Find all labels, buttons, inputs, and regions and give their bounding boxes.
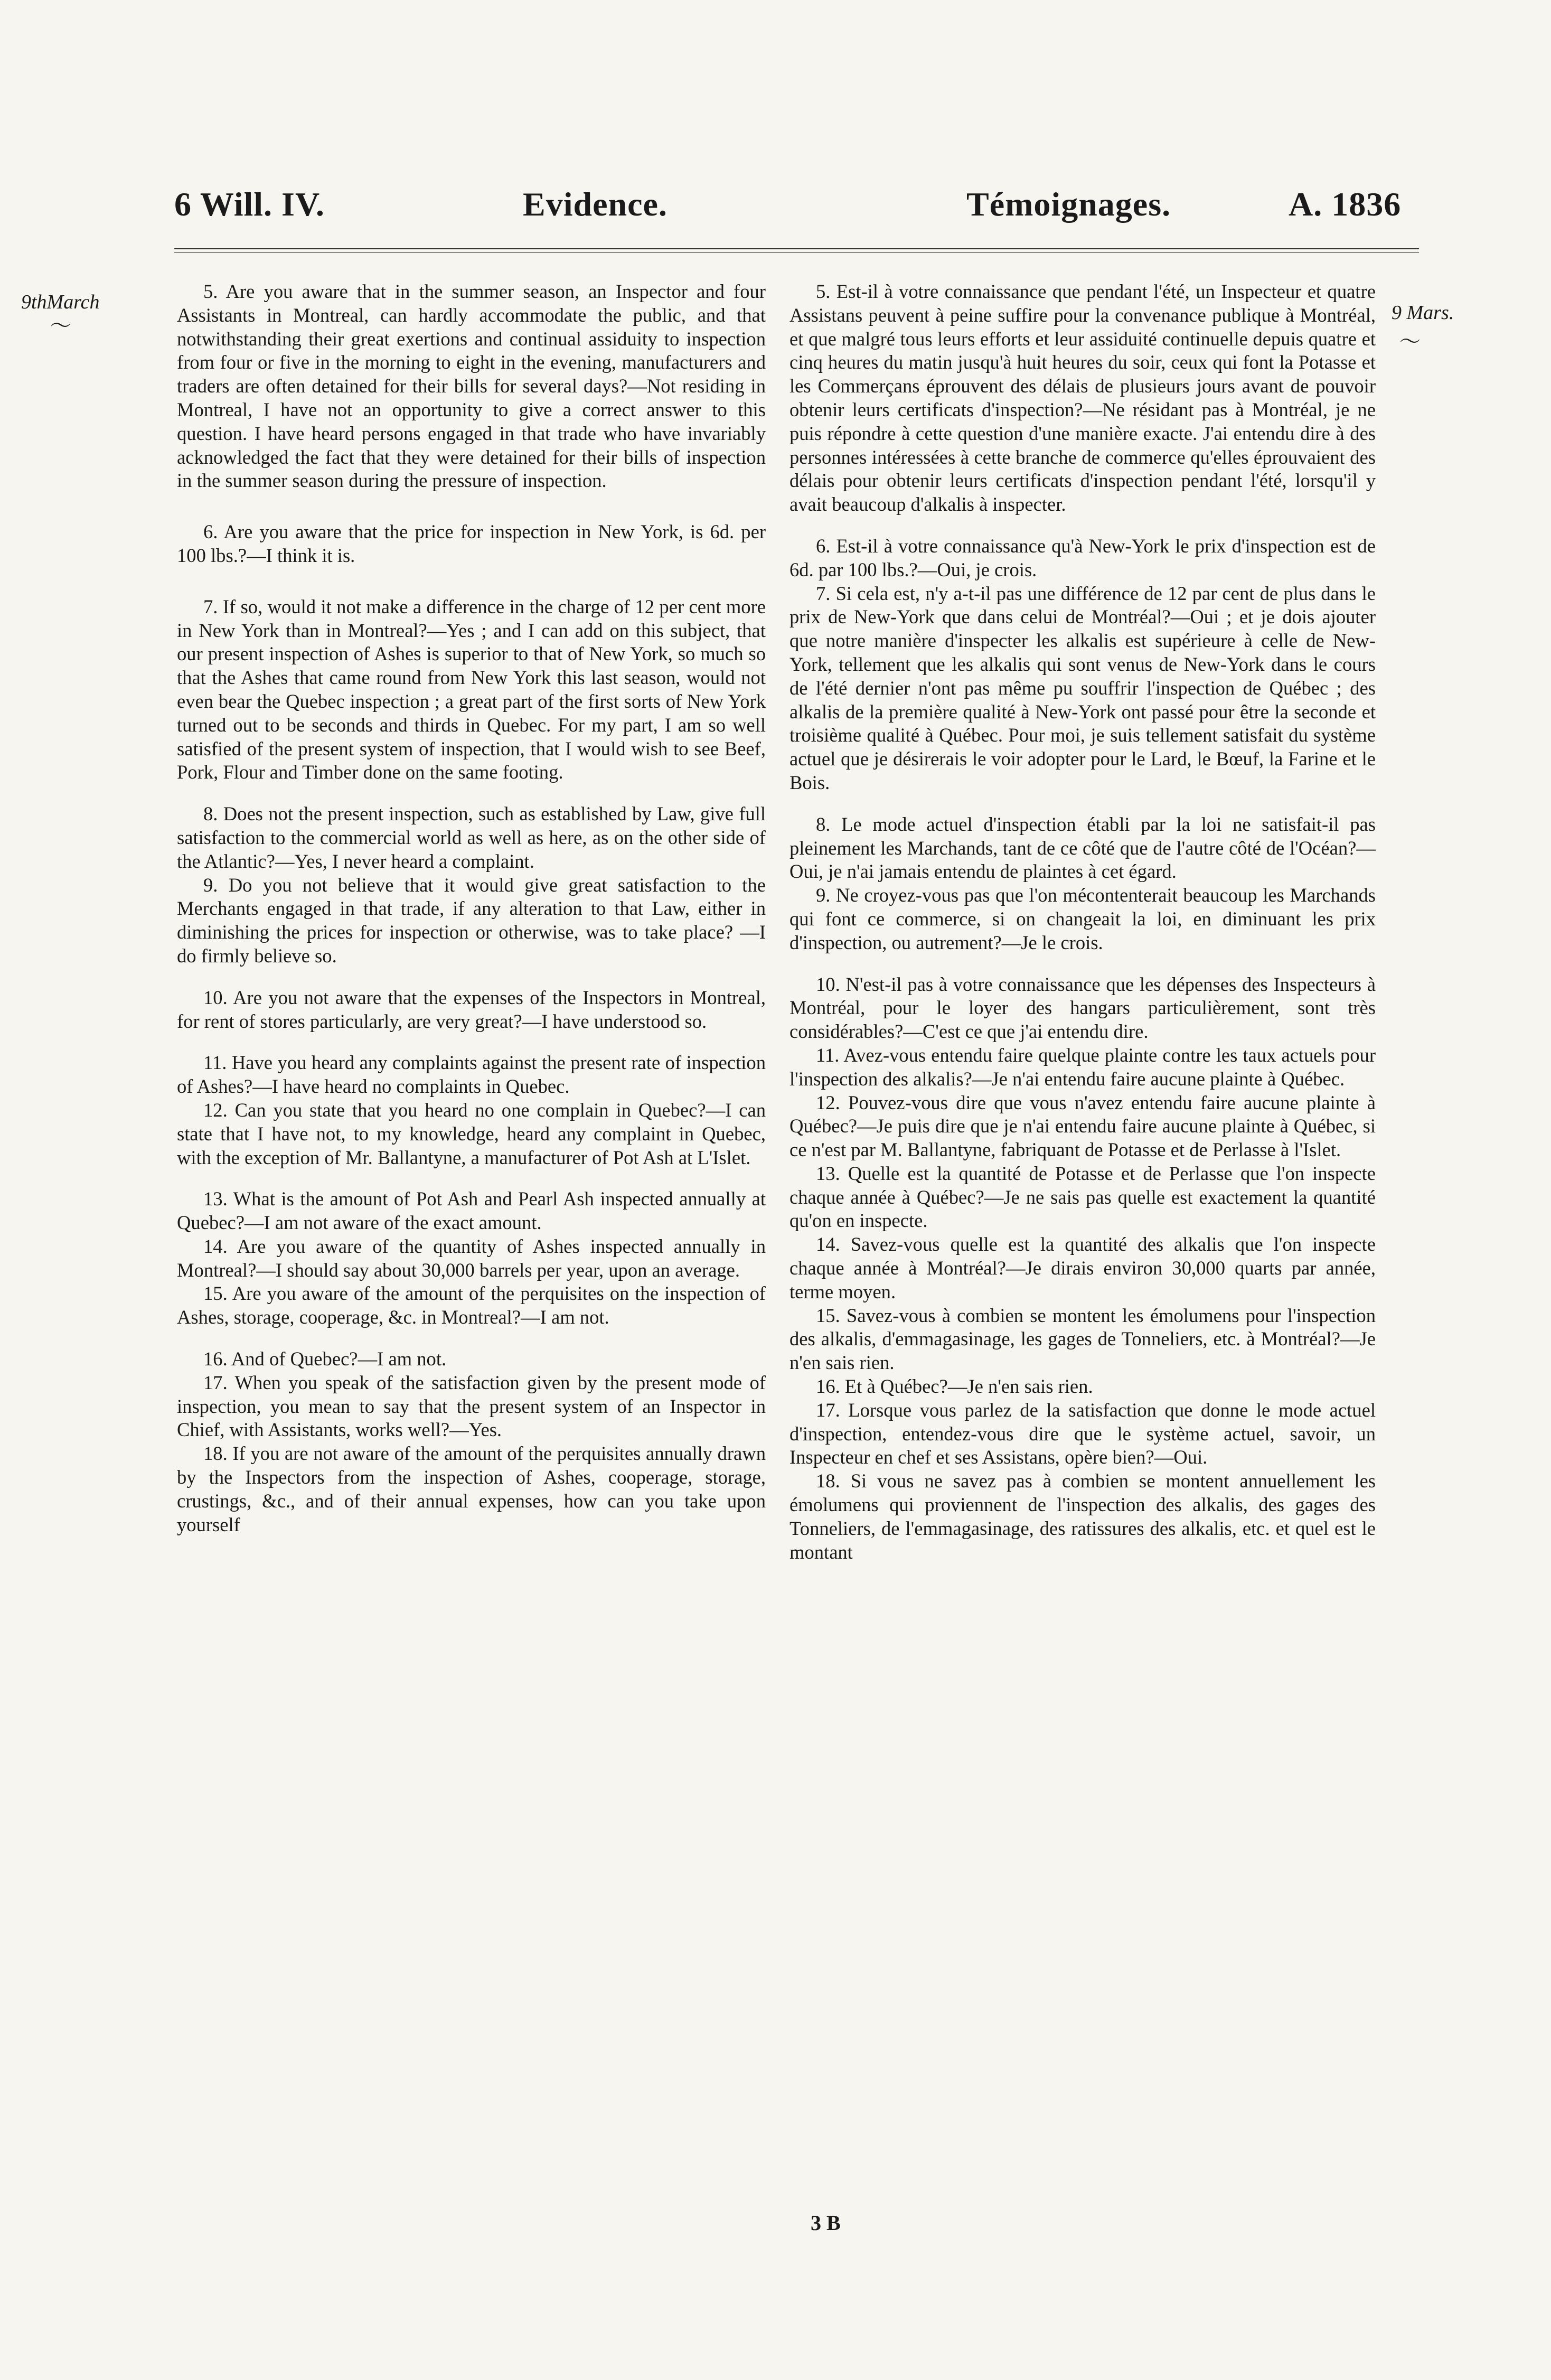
question-16-en: 16. And of Quebec?—I am not. [203,1348,447,1370]
question-16-fr: 16. Et à Québec?—Je n'en sais rien. [816,1375,1093,1398]
question-12-fr: 12. Pouvez-vous dire que vous n'avez entendu faire aucune plainte à Québec?—Je puis dire que je n'ai entendu faire aucune plainte à Québec, si ce n'est par M. Ballantyne, fabriquant de Potasse et de Perlasse à l'Islet. [789,1091,1376,1161]
question-10-en: 10. Are you not aware that the expenses of the Inspectors in Montreal, for rent of stores particularly, are very great?—I have understood so. [177,986,766,1032]
question-17-en: 17. When you speak of the satisfaction given by the present mode of inspection, you mean to say that the present system of an Inspector in Chief, with Assistants, works well?—Yes. [177,1371,766,1441]
question-8-fr: 8. Le mode actuel d'inspection établi par la loi ne satisfait-il pas pleinement les Marchands, tant de ce côté que de l'autre côté de l'Océan?—Oui, je n'ai jamais entendu de plaintes à cet égard. [789,813,1376,883]
header-rule-thin [174,252,1419,253]
question-5-fr: 5. Est-il à votre connaissance que pendant l'été, un Inspecteur et quatre Assistans peuvent à peine suffire pour la convenance publique à Montréal, et que malgré tous leurs efforts et leur assiduité continuelle depuis quatre et cinq heures du matin jusqu'à huit heures du soir, ceux qui font la Potasse et les Commerçans éprouvent des délais de plusieurs jours avant de pouvoir obtenir leurs certificats d'inspection?—Ne résidant pas à Montréal, je ne puis répondre à cette question d'une manière exacte. J'ai entendu dire à des personnes intéressées à cette branche de commerce qu'elles éprouvaient des délais pour obtenir leurs certificats d'inspection pendant l'été, lorsqu'il y avait beaucoup d'alkalis à inspecter. [789,280,1376,516]
header-title-french: Témoignages. [966,185,1171,223]
header-title-english: Evidence. [523,185,668,223]
question-11-en: 11. Have you heard any complaints against the present rate of inspection of Ashes?—I have heard no complaints in Quebec. [177,1052,766,1098]
question-14-fr: 14. Savez-vous quelle est la quantité des alkalis que l'on inspecte chaque année à Montréal?—Je dirais environ 30,000 quarts par année, terme moyen. [789,1233,1376,1303]
question-12-en: 12. Can you state that you heard no one complain in Quebec?—I can state that I have not, to my knowledge, heard any complaint in Quebec, with the exception of Mr. Ballantyne, a manufacturer of Pot Ash at L'Islet. [177,1099,766,1168]
signature-mark: 3 B [811,2211,841,2235]
question-8-en: 8. Does not the present inspection, such as established by Law, give full satisfaction to the commercial world as well as here, as on the other side of the Atlantic?—Yes, I never heard a complaint. [177,803,766,872]
question-17-fr: 17. Lorsque vous parlez de la satisfaction que donne le mode actuel d'inspection, entendez-vous dire que le système actuel, savoir, un Inspecteur en chef et ses Assistans, opère bien?—Oui. [789,1399,1376,1468]
header-session: 6 Will. IV. [174,185,325,223]
question-7-en: 7. If so, would it not make a difference in the charge of 12 per cent more in New York than in Montreal?—Yes ; and I can add on this subject, that our present inspection of Ashes is superior to that of New York, so much so that the Ashes that came round from New York this last season, would not even bear the Quebec inspection ; a great part of the first sorts of New York turned out to be seconds and thirds in Quebec. For my part, I am so well satisfied of the present system of inspection, that I would wish to see Beef, Pork, Flour and Timber done on the same footing. [177,595,766,783]
margin-date-french: 9 Mars. [1392,302,1454,324]
header-year: A. 1836 [1289,185,1402,223]
question-9-fr: 9. Ne croyez-vous pas que l'on mécontenterait beaucoup les Marchands qui font ce commerce, si on changeait la loi, en diminuant les prix d'inspection, ou autrement?—Je le crois. [789,884,1376,953]
question-11-fr: 11. Avez-vous entendu faire quelque plainte contre les taux actuels pour l'inspection des alkalis?—Je n'ai entendu faire aucune plainte à Québec. [789,1044,1376,1090]
french-column [789,280,1376,1564]
margin-date-english: 9thMarch [21,291,100,313]
question-7-fr: 7. Si cela est, n'y a-t-il pas une différence de 12 par cent de plus dans le prix de New-York que dans celui de Montréal?—Oui ; et je dois ajouter que notre manière d'inspecter les alkalis est supérieure à celle de New-York, tellement que les alkalis qui sont venus de New-York dans le cours de l'été dernier n'ont pas même pu souffrir l'inspection de Québec ; des alkalis de la première qualité à New-York ont passé pour être la seconde et troisième qualité à Québec. Pour moi, je suis tellement satisfait du système actuel que je désirerais le voir adopter pour le Lard, le Bœuf, la Farine et le Bois. [789,582,1376,793]
question-6-fr: 6. Est-il à votre connaissance qu'à New-York le prix d'inspection est de 6d. par 100 lbs.?—Oui, je crois. [789,535,1376,580]
question-10-fr: 10. N'est-il pas à votre connaissance que les dépenses des Inspecteurs à Montréal, pour le loyer des hangars particulièrement, sont très considérables?—C'est ce que j'ai entendu dire. [789,973,1376,1043]
margin-flourish-icon: 〜 [50,314,71,338]
header-rule [174,248,1419,249]
question-9-en: 9. Do you not believe that it would give great satisfaction to the Merchants engaged in that trade, if any alteration to that Law, either in diminishing the prices for inspection or otherwise, was to take place? —I do firmly believe so. [177,874,766,967]
question-15-en: 15. Are you aware of the amount of the perquisites on the inspection of Ashes, storage, cooperage, &c. in Montreal?—I am not. [177,1282,766,1328]
question-15-fr: 15. Savez-vous à combien se montent les émolumens pour l'inspection des alkalis, d'emmagasinage, les gages de Tonneliers, etc. à Montréal?—Je n'en sais rien. [789,1304,1376,1374]
english-column [177,280,766,1536]
question-5-en: 5. Are you aware that in the summer season, an Inspector and four Assistants in Montreal, can hardly accommodate the public, and that notwithstanding their great exertions and continual assiduity to inspection from four or five in the morning to eight in the evening, manufacturers and traders are often detained for their bills for several days?—Not residing in Montreal, I have not an opportunity to give a correct answer to this question. I have heard persons engaged in that trade who have invariably acknowledged the fact that they were detained for their bills of inspection in the summer season during the pressure of inspection. [177,280,766,492]
question-18-en: 18. If you are not aware of the amount of the perquisites annually drawn by the Inspectors from the inspection of Ashes, cooperage, storage, crustings, &c., and of their annual expenses, how can you take upon yourself [177,1442,766,1535]
question-6-en: 6. Are you aware that the price for inspection in New York, is 6d. per 100 lbs.?—I think it is. [177,521,766,566]
margin-flourish-icon: 〜 [1399,330,1421,353]
question-13-fr: 13. Quelle est la quantité de Potasse et de Perlasse que l'on inspecte chaque année à Québec?—Je ne sais pas quelle est exactement la quantité qu'on en inspecte. [789,1162,1376,1232]
question-14-en: 14. Are you aware of the quantity of Ashes inspected annually in Montreal?—I should say about 30,000 barrels per year, upon an average. [177,1235,766,1281]
question-13-en: 13. What is the amount of Pot Ash and Pearl Ash inspected annually at Quebec?—I am not aware of the exact amount. [177,1188,766,1234]
question-18-fr: 18. Si vous ne savez pas à combien se montent annuellement les émolumens qui proviennent de l'inspection des alkalis, des gages des Tonneliers, de l'emmagasinage, des ratissures des alkalis, etc. et quel est le montant [789,1470,1376,1563]
